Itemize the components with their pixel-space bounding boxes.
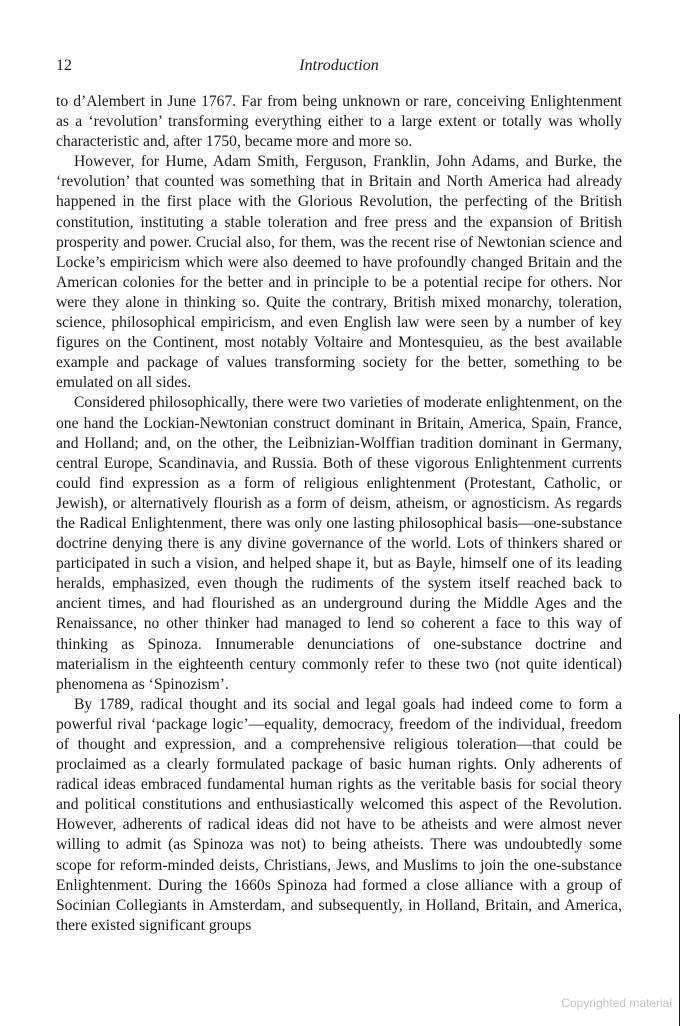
paragraph: Considered philosophically, there were two varieties of moderate enlightenment, on the one hand the Lockian-Newtonian construct dominant in Britain, America, Spain, France, and Holland; and, on the other, the Leibnizian-Wolffian tradition dominant in Germany, central Europe, Scandinavia, and Russia. Both of these vigorous Enlightenment currents could find expression as a form of religious enlightenment (Protestant, Catholic, or Jewish), or alternatively flourish as a form of deism, atheism, or agnosticism. As regards the Radical Enlightenment, there was only one lasting philosophical basis—one-substance doctrine denying there is any divine governance of the world. Lots of thinkers shared or participated in such a vision, and helped shape it, but as Bayle, himself one of its leading heralds, emphasized, even though the rudiments of the system itself reached back to ancient times, and had flourished as an underground during the Middle Ages and the Renaissance, no other thinker had managed to lend so coherent a face to this way of thinking as Spinoza. Innumerable denunciations of one-substance doctrine and materialism in the eighteenth century commonly refer to these two (not quite identical) phenomena as ‘Spinozism’. [56,394,622,693]
copyright-watermark: Copyrighted material [561,996,672,1010]
paragraph: to d’Alembert in June 1767. Far from being unknown or rare, conceiving Enlightenment as a ‘revolution’ transforming everything either to a large extent or totally was wholly characteristic and, after 1750, became more and more so. [56,93,622,151]
page-number: 12 [56,57,72,74]
page-edge-rule [679,714,680,1026]
paragraph: By 1789, radical thought and its social and legal goals had indeed come to form a powerful rival ‘package logic’—equality, democracy, freedom of the individual, freedom of thought and expression, and a comprehensive religious toleration—that could be proclaimed as a clearly formulated package of basic human rights. Only adherents of radical ideas embraced fundamental human rights as the veritable basis for social theory and political constitutions and enthusiastically welcomed this aspect of the Revolution. However, adherents of radical ideas did not have to be atheists and were almost never willing to admit (as Spinoza was not) to being atheists. There was undoubtedly some scope for reform-minded deists, Christians, Jews, and Muslims to join the one-substance Enlightenment. During the 1660s Spinoza had formed a close alliance with a group of Socinian Collegiants in Amsterdam, and subsequently, in Holland, Britain, and America, there existed significant groups [56,695,622,934]
paragraph: However, for Hume, Adam Smith, Ferguson, Franklin, John Adams, and Burke, the ‘revolution’ that counted was something that in Britain and North America had already happened in the first place with the Glorious Revolution, the perfecting of the British constitution, instituting a stable toleration and free press and the expansion of British prosperity and power. Crucial also, for them, was the recent rise of Newtonian science and Locke’s empiricism which were also deemed to have profoundly changed Britain and the American colonies for the better and in principle to be a potential recipe for others. Nor were they alone in thinking so. Quite the contrary, British mixed monarchy, toleration, science, philosophical empiricism, and even English law were seen by a number of key figures on the Continent, most notably Voltaire and Montesquieu, as the best available example and package of values transforming society for the better, something to be emulated on all sides. [56,153,622,392]
body-text [56,92,622,936]
running-head: Introduction [299,57,379,74]
page-header [56,57,622,77]
